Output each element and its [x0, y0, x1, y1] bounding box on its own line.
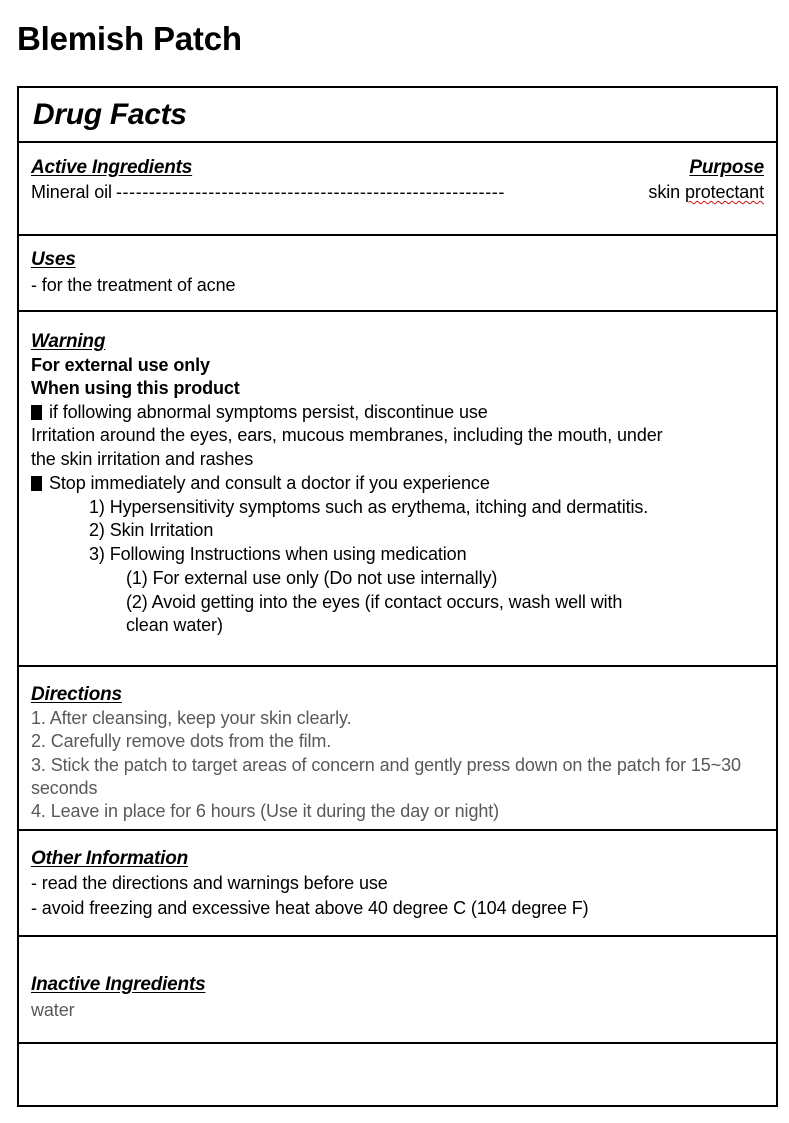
empty-footer-section — [19, 1044, 776, 1104]
warning-bullet-item — [31, 472, 764, 496]
uses-section — [19, 236, 776, 312]
active-ingredients-section — [19, 143, 776, 236]
warning-strong-line: When using this product — [31, 378, 240, 399]
directions-heading: Directions — [31, 684, 122, 705]
drug-facts-banner-title: Drug Facts — [33, 97, 187, 131]
warning-numbered-item: 2) Skin Irritation — [89, 520, 214, 541]
active-ingredient-name: Mineral oil — [31, 181, 112, 202]
active-ingredient-purpose — [648, 182, 764, 203]
directions-line: 1. After cleansing, keep your skin clearly. — [31, 707, 352, 728]
warning-sub-numbered-continuation: clean water) — [126, 615, 223, 636]
warning-bullet-detail-line: the skin irritation and rashes — [31, 449, 254, 470]
warning-section — [19, 312, 776, 667]
other-information-line: - avoid freezing and excessive heat above 40 degree C (104 degree F) — [31, 897, 589, 918]
warning-bullet-text: if following abnormal symptoms persist, discontinue use — [49, 401, 488, 422]
leader-dashes: ----------------------------------------------------------- — [115, 181, 505, 202]
warning-heading: Warning — [31, 331, 106, 352]
purpose-heading: Purpose — [689, 157, 764, 178]
inactive-ingredients-line: water — [31, 999, 75, 1020]
uses-line: - for the treatment of acne — [31, 274, 236, 295]
other-information-section — [19, 831, 776, 937]
other-information-line: - read the directions and warnings before use — [31, 872, 388, 893]
inactive-ingredients-section — [19, 937, 776, 1044]
warning-sub-numbered-item: (2) Avoid getting into the eyes (if contact occurs, wash well with — [126, 591, 623, 612]
inactive-ingredients-heading: Inactive Ingredients — [31, 974, 206, 995]
drug-facts-panel — [17, 86, 778, 1107]
directions-line: 2. Carefully remove dots from the film. — [31, 731, 332, 752]
directions-section — [19, 667, 776, 831]
directions-line-continuation: seconds — [31, 777, 98, 798]
square-bullet-icon — [31, 476, 42, 491]
warning-sub-numbered-item: (1) For external use only (Do not use internally) — [126, 567, 498, 588]
square-bullet-icon — [31, 405, 42, 420]
uses-heading: Uses — [31, 249, 76, 270]
warning-strong-line: For external use only — [31, 354, 210, 375]
product-title: Blemish Patch — [17, 20, 242, 57]
purpose-text-prefix: skin — [648, 181, 685, 202]
directions-line: 4. Leave in place for 6 hours (Use it during the day or night) — [31, 801, 500, 822]
active-ingredients-heading-row — [31, 156, 764, 180]
drug-facts-banner-section — [19, 88, 776, 143]
warning-bullet-detail-line: Irritation around the eyes, ears, mucous membranes, including the mouth, under — [31, 425, 663, 446]
directions-line: 3. Stick the patch to target areas of concern and gently press down on the patch for 15~30 — [31, 754, 741, 775]
active-ingredients-value-row — [31, 182, 764, 203]
other-information-heading: Other Information — [31, 848, 189, 869]
warning-numbered-item: 1) Hypersensitivity symptoms such as erythema, itching and dermatitis. — [89, 496, 649, 517]
active-ingredients-heading: Active Ingredients — [31, 157, 193, 178]
purpose-text-misspelled: protectant — [684, 181, 764, 202]
warning-bullet-item — [31, 401, 764, 425]
warning-bullet-text: Stop immediately and consult a doctor if you experience — [49, 472, 490, 493]
warning-numbered-item: 3) Following Instructions when using medication — [89, 544, 467, 565]
